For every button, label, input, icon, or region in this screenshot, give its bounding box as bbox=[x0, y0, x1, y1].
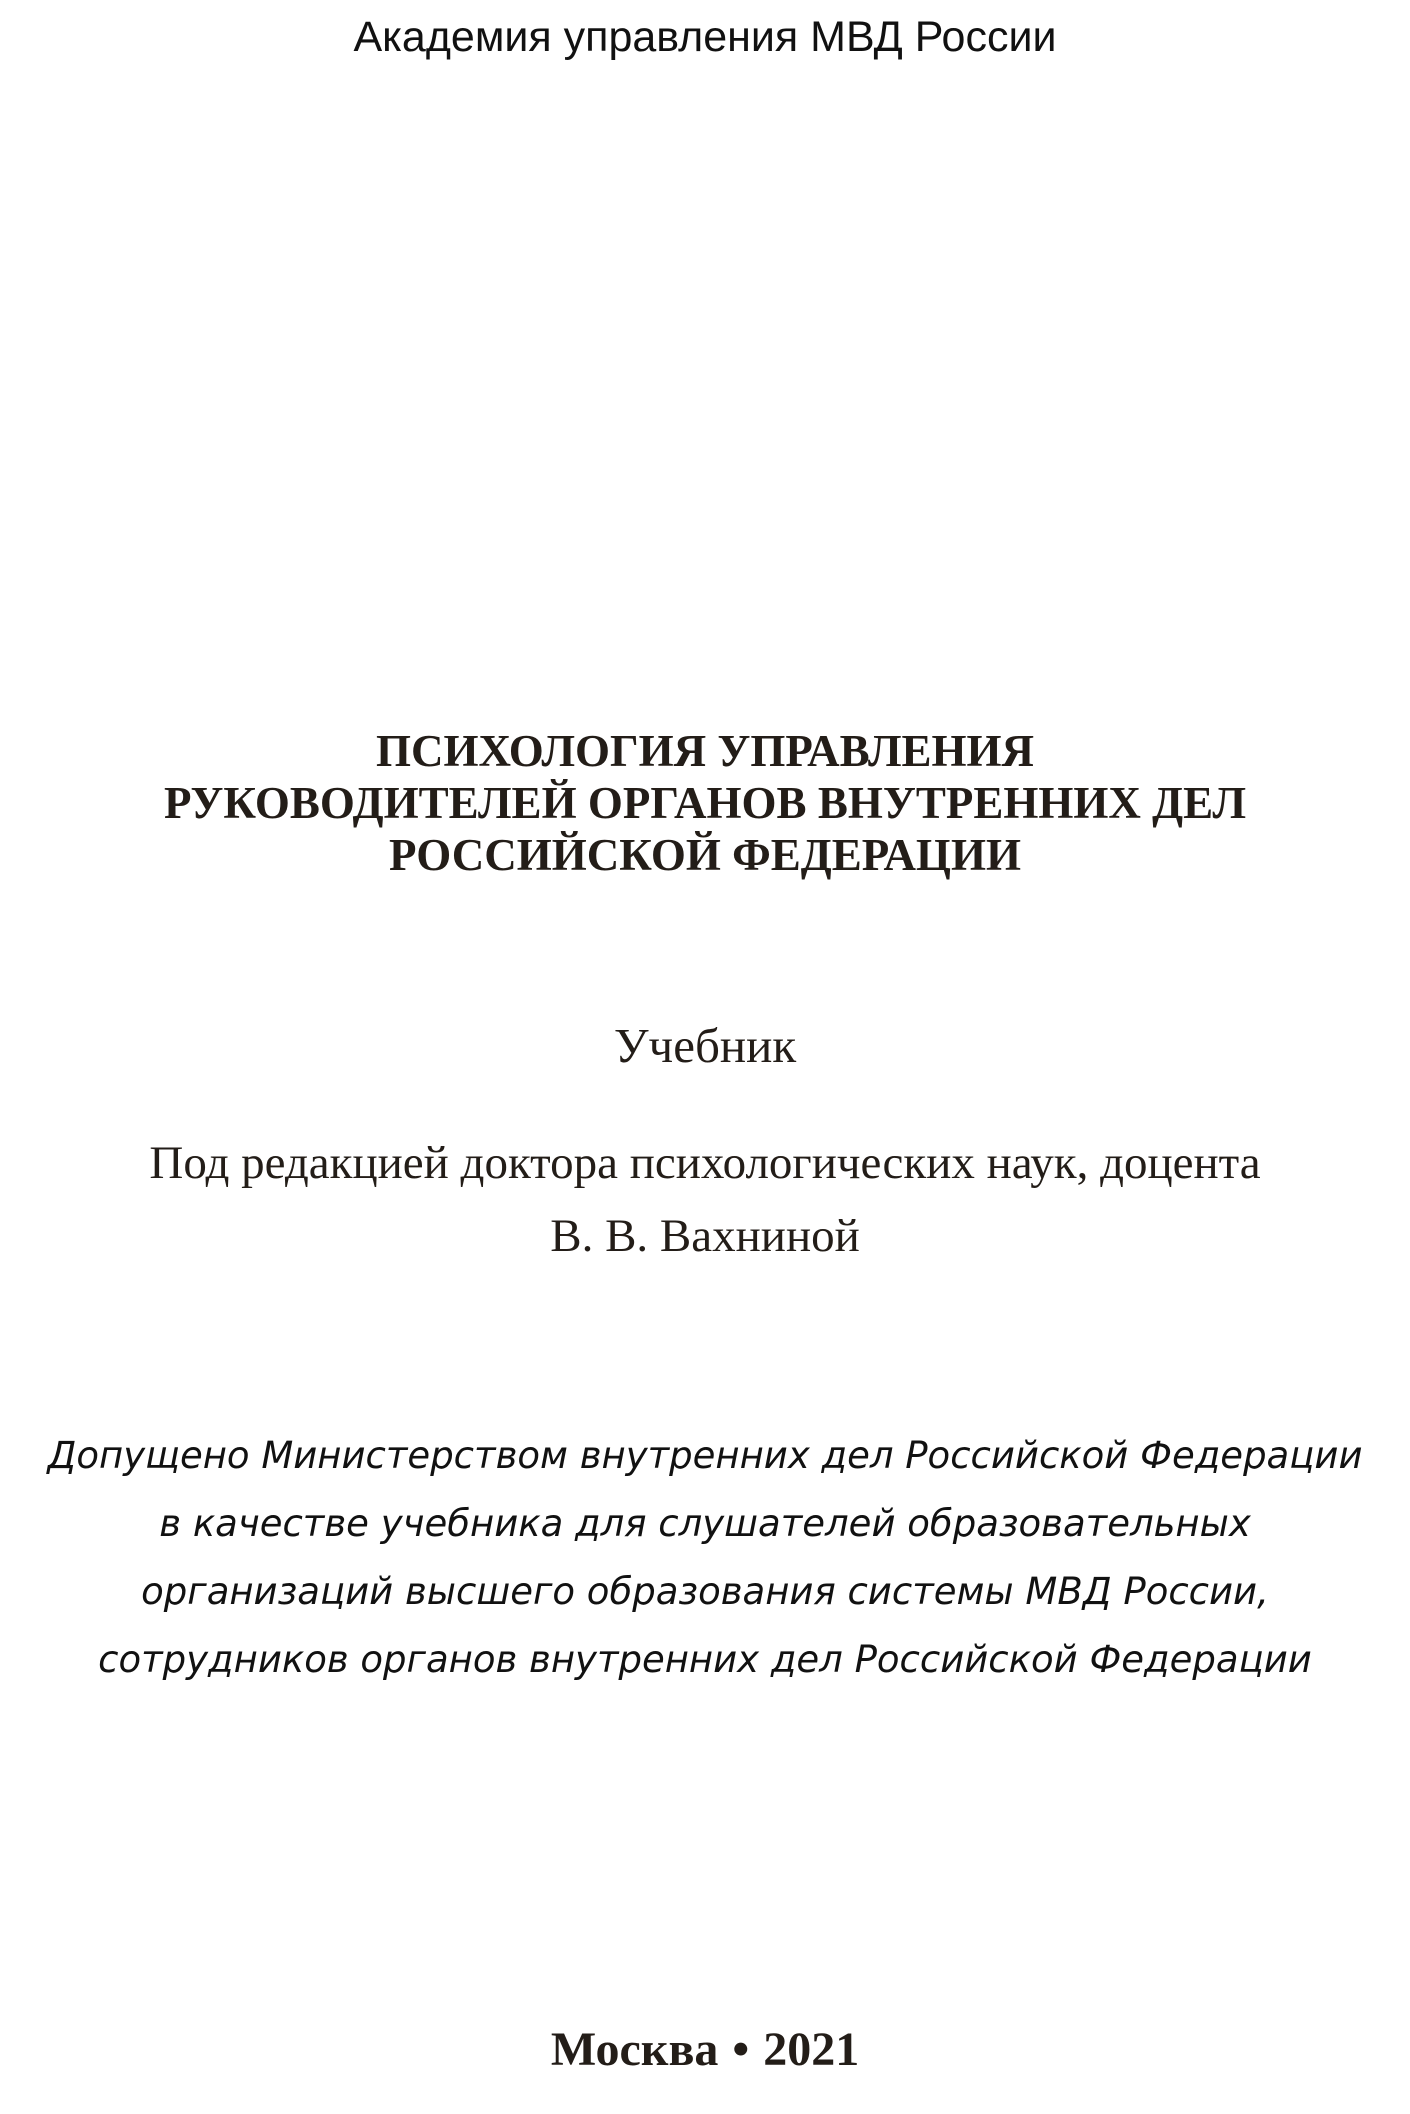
title-line: РУКОВОДИТЕЛЕЙ ОРГАНОВ ВНУТРЕННИХ ДЕЛ bbox=[163, 778, 1247, 828]
imprint bbox=[0, 2020, 1410, 2080]
book-title bbox=[0, 725, 1410, 881]
title-line: ПСИХОЛОГИЯ УПРАВЛЕНИЯ bbox=[376, 726, 1034, 776]
imprint-separator: • bbox=[732, 2023, 750, 2076]
approval-statement bbox=[0, 1422, 1410, 1694]
title-line: РОССИЙСКОЙ ФЕДЕРАЦИИ bbox=[389, 830, 1021, 880]
approval-line: в качестве учебника для слушателей образовательных bbox=[159, 1502, 1251, 1545]
approval-line: Допущено Министерством внутренних дел Российской Федерации bbox=[47, 1434, 1363, 1477]
approval-line: организаций высшего образования системы МВД России, bbox=[141, 1570, 1269, 1613]
imprint-year: 2021 bbox=[763, 2023, 860, 2076]
editor-line: Под редакцией доктора психологических наук, доцента bbox=[149, 1137, 1261, 1189]
approval-line: сотрудников органов внутренних дел Российской Федерации bbox=[98, 1638, 1312, 1681]
institution-name: Академия управления МВД России bbox=[353, 13, 1057, 61]
book-type: Учебник bbox=[613, 1018, 797, 1073]
editor-name: В. В. Вахниной bbox=[550, 1210, 860, 1262]
imprint-city: Москва bbox=[550, 2023, 719, 2076]
editor-credit bbox=[0, 1127, 1410, 1273]
